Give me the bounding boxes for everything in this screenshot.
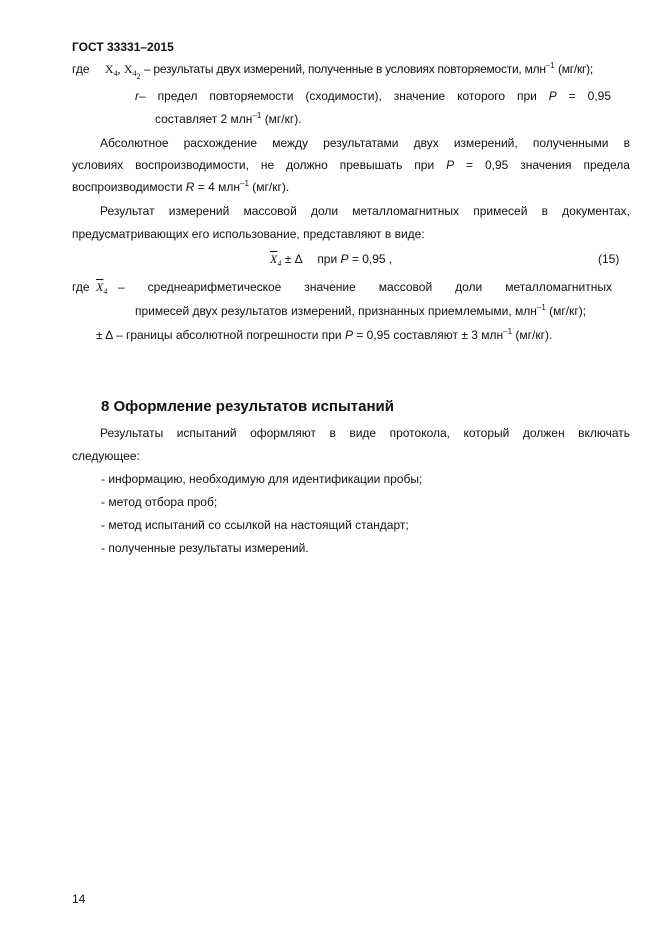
section-8-title: 8 Оформление результатов испытаний [101, 398, 394, 415]
repro-paragraph-line-2: условиях воспроизводимости, не должно превышать при P = 0,95 значения предела [72, 158, 630, 172]
symbol-x4-2: $X_{4_2}$ [123, 62, 141, 81]
symbol-r: r [135, 89, 139, 103]
formula-number: (15) [598, 252, 620, 266]
symbol-x4-mean-2: $\overline{X}_4$ [96, 280, 108, 296]
list-item: - информацию, необходимую для идентификации пробы; [101, 472, 423, 486]
page-number: 14 [72, 892, 86, 906]
mean-definition-line-1: – среднеарифметическое значение массовой доли металломагнитных [118, 280, 612, 294]
list-item: - метод испытаний со ссылкой на настоящий стандарт; [101, 518, 409, 532]
plus-minus-delta: ± Δ [284, 252, 302, 266]
unit-tail: (мг/кг); [557, 62, 593, 76]
where-word: где [72, 62, 90, 76]
document-code: ГОСТ 33331–2015 [72, 40, 174, 54]
section-8-intro-line-2: следующее: [72, 449, 140, 463]
symbol-x4-mean: $\overline{X}_4$ [270, 252, 282, 268]
symbol-x4: $X_4$ [104, 62, 118, 78]
where-line-1 [72, 61, 593, 81]
r-definition-line-1 [135, 89, 611, 103]
formula-15: $\overline{X}_4 \pm \Delta$ при P = 0,95 , [270, 252, 393, 268]
list-item: - полученные результаты измерений. [101, 541, 309, 555]
unit-superscript: –1 [545, 61, 555, 70]
repro-paragraph-line-3: воспроизводимости R = 4 млн$^{-1}$ (мг/кг). [72, 179, 290, 194]
delta-definition: ± Δ – границы абсолютной погрешности при P = 0,95 составляют ± 3 млн$^{-1}$ (мг/кг). [96, 327, 553, 342]
mean-definition-line-2: примесей двух результатов измерений, признанных приемлемыми, млн$^{-1}$ (мг/кг); [135, 303, 587, 318]
result-paragraph-line-2: предусматривающих его использование, представляют в виде: [72, 227, 425, 241]
symbol-p: P [548, 89, 557, 103]
list-item: - метод отбора проб; [101, 495, 218, 509]
section-8-intro-line-1: Результаты испытаний оформляют в виде протокола, который должен включать [100, 426, 630, 440]
r-definition-text: – предел повторяемости (сходимости), значение которого при [139, 89, 537, 103]
repro-paragraph-line-1: Абсолютное расхождение между результатами двух измерений, полученными в [100, 136, 630, 150]
comma: , [117, 62, 121, 76]
where-definition: – результаты двух измерений, полученные в условиях повторяемости, млн [143, 62, 546, 76]
result-paragraph-line-1: Результат измерений массовой доли металломагнитных примесей в документах, [100, 204, 630, 218]
r-definition-line-2: составляет 2 млн$^{-1}$ (мг/кг). [155, 111, 302, 126]
p-value: = 0,95 [568, 89, 612, 103]
where-word-2: где [72, 280, 90, 294]
